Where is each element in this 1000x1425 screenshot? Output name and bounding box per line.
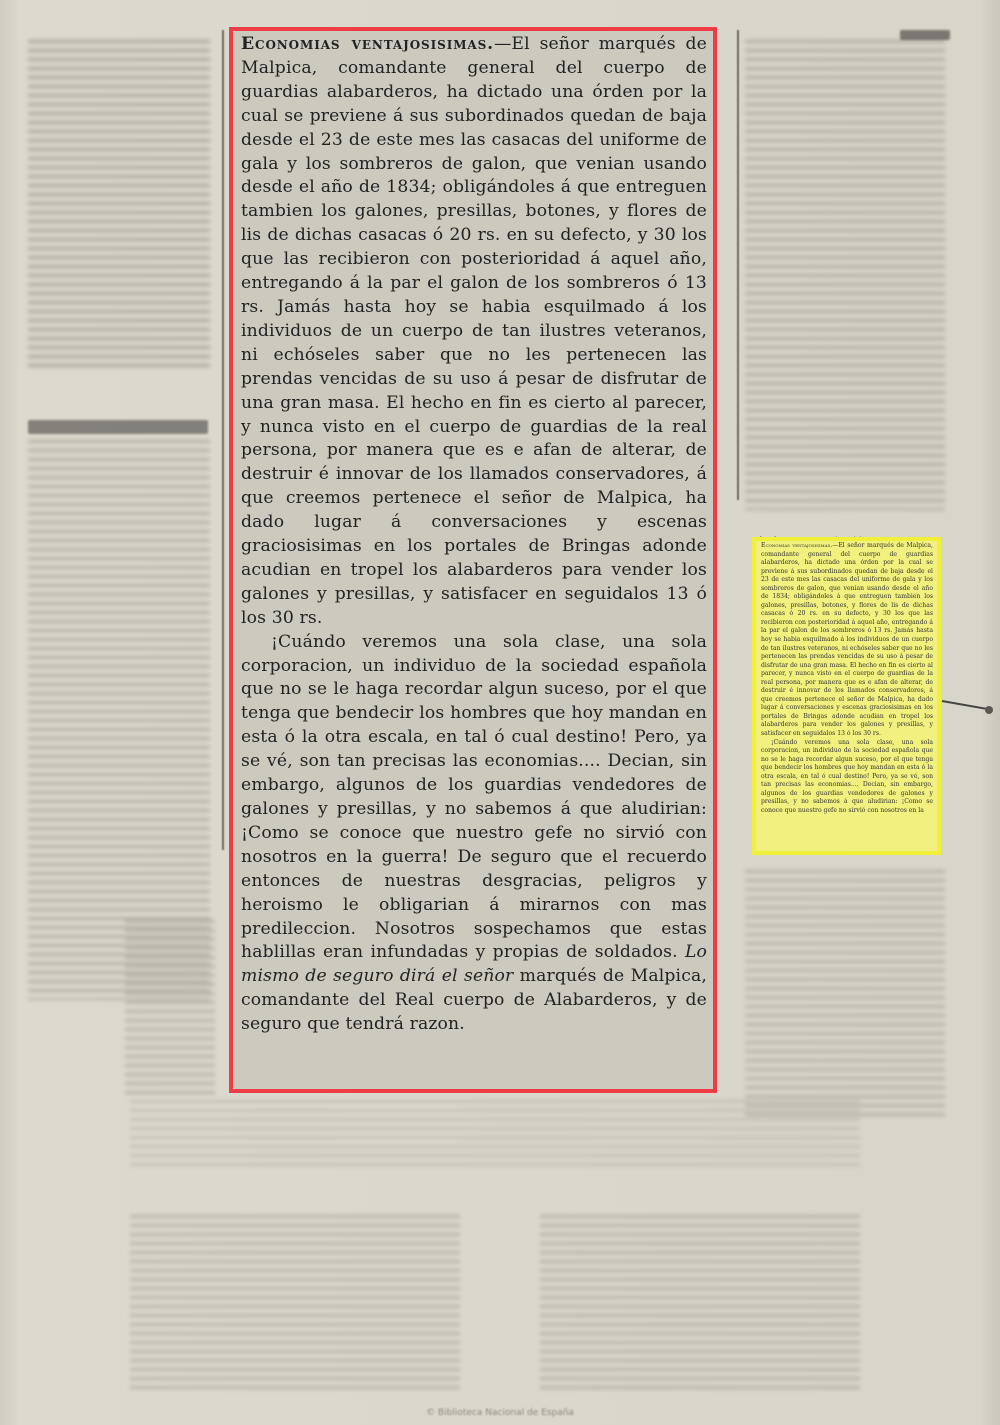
article-paragraph-2-text: ¡Cuándo veremos una sola clase, una sola corporacion, un individuo de la sociedad española que no se le haga recordar algun suceso, por el que tenga que bendecir los hombres que hoy mandan en esta ó la otra escala, en tal ó cual destino! Pero, ya se vé, son tan precisas las economias.... Decian, sin embargo, algunos de los guardias vendedores de galones y presillas, y no sabemos á que aludirian: ¡Como se conoce que nuestro gefe no sirvió con nosotros en la guerra! De seguro que el recuerdo entonces de nuestras desgracias, peligros y heroismo le obligarian á mirarnos con mas predileccion. Nosotros sospechamos que estas hablillas eran infundadas y propias de soldados. <box>241 631 707 963</box>
thumbnail-paragraph-2: ¡Cuándo veremos una sola clase, una sola corporacion, un individuo de la sociedad española que no se le haga recordar algun suceso, por el que tenga que bendecir los hombres que hoy mandan en esta ó la otra escala, en tal ó cual destino! Pero, ya se vé, son tan precisas las economias.... Decian, sin embargo, algunos de los guardias vendedores de galones y presillas, y no sabemos á que aludirian: ¡Como se conoce que nuestro gefe no sirvió con nosotros en la <box>761 738 933 814</box>
article-paragraph-1 <box>241 33 707 631</box>
ink-smudge-2 <box>900 30 950 40</box>
thumbnail-article <box>752 537 941 855</box>
thumbnail-heading: Economias ventajosisimas. <box>761 542 833 549</box>
article-paragraph-1-text: —El señor marqués de Malpica, comandante general del cuerpo de guardias alabarderos, ha dictado una órden por la cual se previene á sus subordinados quedan de baja desde el 23 de este mes las casacas del uniforme de gala y los sombreros de galon, que venian usando desde el año de 1834; obligándoles á que entreguen tambien los galones, presillas, botones, y flores de lis de dichas casacas ó 20 rs. en su defecto, y 30 los que las recibieron con posterioridad á aquel año, entregando á la par el galon de los sombreros ó 13 rs. Jamás hasta hoy se habia esquilmado á los individuos de un cuerpo de tan ilustres veteranos, ni echóseles saber que no les pertenecen las prendas vencidas de su uso á pesar de disfrutar de una gran masa. El hecho en fin es cierto al parecer, y nunca visto en el cuerpo de guardias de la real persona, por manera que es e afan de alterar, de destruir é innovar de los llamados conservadores, á que creemos pertenece el señor de Malpica, ha dado lugar á conversaciones y escenas graciosisimas en los portales de Bringas adonde acudian en tropel los alabarderos para vender los galones y presillas, y satisfacer en seguidalos 13 ó los 30 rs. <box>241 34 707 628</box>
background-bottom-mid <box>130 1100 860 1170</box>
background-column-right <box>745 40 945 510</box>
article-paragraph-2-italic: Lo mismo de seguro dirá el señor <box>241 942 707 987</box>
library-watermark: © Biblioteca Nacional de España <box>426 1408 574 1418</box>
article-heading: Economias ventajosisimas. <box>241 34 495 54</box>
background-column-left-lower <box>28 440 210 1000</box>
background-bottom-left <box>125 920 215 1100</box>
thumbnail-paragraph-1 <box>761 542 933 739</box>
highlighted-article <box>229 27 717 1093</box>
pointer-dot <box>985 706 993 714</box>
ink-smudge <box>28 420 208 434</box>
background-bottom-block-1 <box>130 1215 460 1395</box>
column-rule-right <box>737 30 739 500</box>
article-paragraph-2-end: marqués de Malpica, comandante del Real cuerpo de Alabarderos, y de seguro que tendrá razon. <box>241 966 707 1035</box>
background-bottom-block-2 <box>540 1215 860 1395</box>
pointer-line <box>942 700 992 711</box>
article-paragraph-2 <box>241 631 707 1037</box>
background-column-right-lower <box>745 870 945 1120</box>
background-column-left <box>28 40 210 370</box>
thumbnail-paragraph-1-text: —El señor marqués de Malpica, comandante general del cuerpo de guardias alabarderos, ha dictado una órden por la cual se previene á sus subordinados quedan de baja desde el 23 de este mes las casacas del uniforme de gala y los sombreros de galon, que venian usando desde el año de 1834; obligándoles á que entreguen tambien los galones, presillas, botones, y flores de lis de dichas casacas ó 20 rs. en su defecto, y 30 los que las recibieron con posterioridad á aquel año, entregando á la par el galon de los sombreros ó 13 rs. Jamás hasta hoy se habia esquilmado á los individuos de un cuerpo de tan ilustres veteranos, ni echóseles saber que no les pertenecen las prendas vencidas de su uso á pesar de disfrutar de una gran masa. El hecho en fin es cierto al parecer, y nunca visto en el cuerpo de guardias de la real persona, por manera que es e afan de alterar, de destruir é innovar de los llamados conservadores, á que creemos pertenece el señor de Malpica, ha dado lugar á conversaciones y escenas graciosisimas en los portales de Bringas adonde acudian en tropel los alabarderos para vender los galones y presillas, y satisfacer en seguidalos 13 ó los 30 rs. <box>761 542 933 738</box>
column-rule-left <box>222 30 224 850</box>
